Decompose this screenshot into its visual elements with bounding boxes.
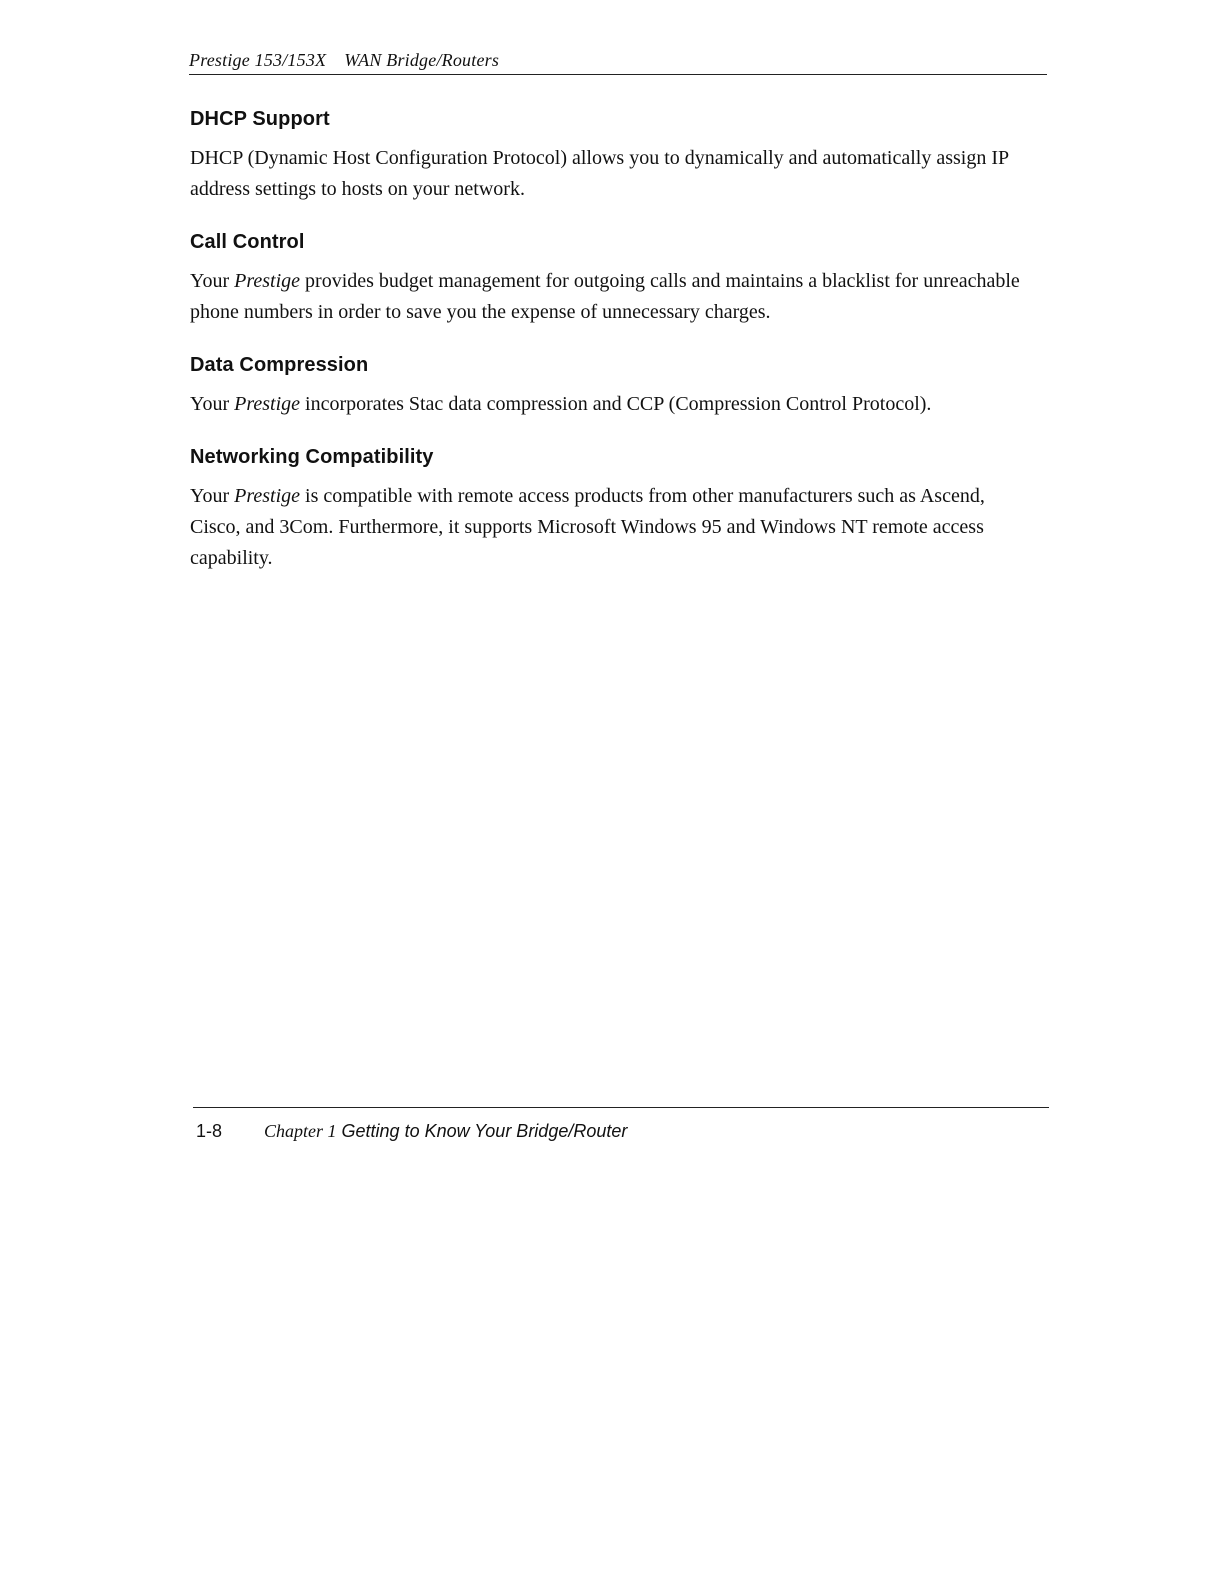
section-body: Your Prestige provides budget management for outgoing calls and maintains a blacklist for unreachable phone numbers in order to save you the expense of unnecessary charges. [190, 270, 1020, 323]
footer-chapter [264, 1121, 627, 1142]
section-heading: Call Control [190, 231, 305, 253]
header-text [189, 50, 499, 71]
section-data-compression [190, 354, 1030, 420]
page-number: 1-8 [196, 1121, 223, 1141]
chapter-title: Getting to Know Your Bridge/Router [341, 1121, 628, 1141]
header-subtitle: WAN Bridge/Routers [344, 50, 500, 70]
section-body: Your Prestige incorporates Stac data compression and CCP (Compression Control Protocol). [190, 393, 932, 415]
page-footer [193, 1107, 1049, 1148]
product-name-emphasis: Prestige [234, 485, 301, 507]
page-header [189, 46, 1047, 75]
section-call-control [190, 231, 1030, 328]
section-heading: Networking Compatibility [190, 446, 434, 468]
chapter-label: Chapter 1 [264, 1121, 337, 1141]
product-name-emphasis: Prestige [234, 270, 301, 292]
section-body: Your Prestige is compatible with remote access products from other manufacturers such as Ascend, Cisco, and 3Com. Furthermore, it supports Microsoft Windows 95 and Windows NT remote access capability. [190, 485, 985, 569]
section-heading: Data Compression [190, 354, 369, 376]
page-content [190, 108, 1030, 600]
section-body: DHCP (Dynamic Host Configuration Protocol) allows you to dynamically and automatically assign IP address settings to hosts on your network. [190, 147, 1009, 200]
product-name-emphasis: Prestige [234, 393, 301, 415]
section-networking-compatibility [190, 446, 1030, 574]
header-product: Prestige 153/153X [189, 50, 327, 70]
section-heading: DHCP Support [190, 108, 330, 130]
section-dhcp-support [190, 108, 1030, 205]
